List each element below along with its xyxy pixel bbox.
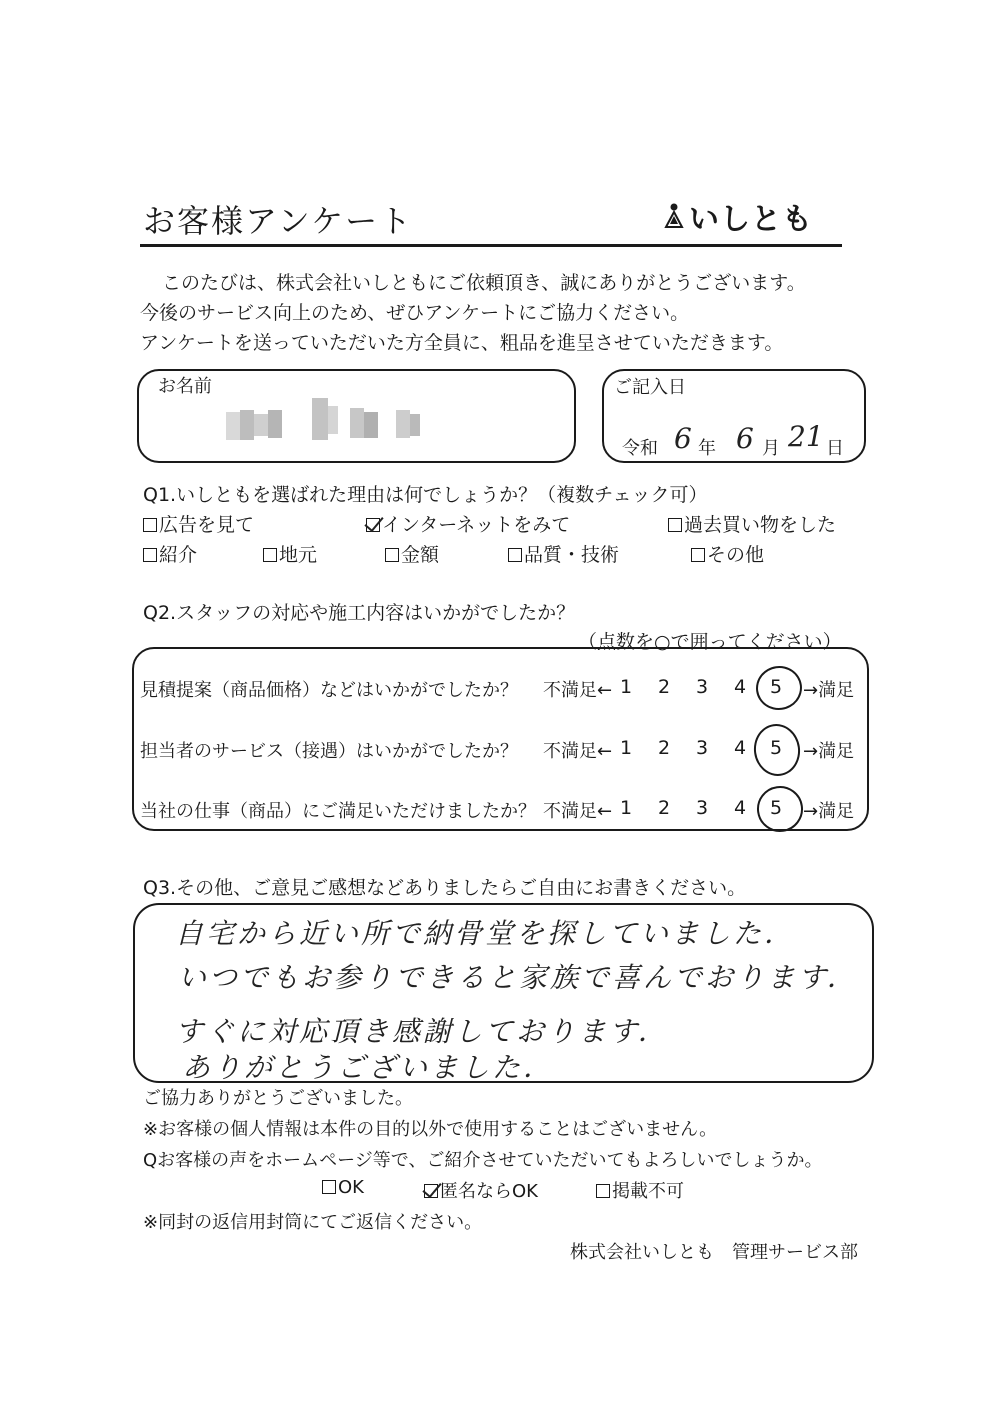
scale-low-label: 不満足← <box>543 801 613 822</box>
consent-option-decline[interactable]: 掲載不可 <box>596 1177 684 1203</box>
brand-logo-icon <box>663 202 685 230</box>
q2-item-estimate: 見積提案（商品価格）などはいかがでしたか？ <box>140 680 518 701</box>
brand-logo <box>663 194 813 238</box>
checkbox-icon[interactable] <box>385 548 399 562</box>
q3-answer-line-1: 自宅から近い所で納骨堂を探していました． <box>175 917 796 950</box>
rating-5[interactable]: 5 <box>770 737 783 759</box>
rating-4[interactable]: 4 <box>734 737 747 759</box>
q3-answer-line-4: ありがとうございました． <box>182 1051 555 1084</box>
name-label: お名前 <box>158 376 212 397</box>
scale-low-label: 不満足← <box>543 741 613 762</box>
title-divider <box>140 244 842 247</box>
intro-line-3: アンケートを送っていただいた方全員に、粗品を進呈させていただきます。 <box>140 332 784 354</box>
rating-3[interactable]: 3 <box>696 737 709 759</box>
consent-option-anonymous[interactable]: 匿名ならOK <box>424 1177 538 1203</box>
q1-option-quality[interactable]: 品質・技術 <box>508 540 619 567</box>
rating-1[interactable]: 1 <box>620 676 633 698</box>
q2-question: Q2.スタッフの対応や施工内容はいかがでしたか？ <box>143 602 576 624</box>
checkbox-icon[interactable] <box>668 518 682 532</box>
q1-option-ad[interactable]: 広告を見て <box>143 510 254 537</box>
checkbox-icon[interactable] <box>596 1184 610 1198</box>
checkbox-icon[interactable] <box>322 1180 336 1194</box>
q1-option-referral[interactable]: 紹介 <box>143 540 197 567</box>
checkbox-icon[interactable] <box>263 548 277 562</box>
date-month-value: 6 <box>736 422 754 455</box>
rating-4[interactable]: 4 <box>734 797 747 819</box>
rating-1[interactable]: 1 <box>620 797 633 819</box>
q1-option-price[interactable]: 金額 <box>385 540 439 567</box>
consent-option-ok[interactable]: OK <box>322 1177 364 1198</box>
checkbox-icon[interactable] <box>143 518 157 532</box>
date-month-unit: 月 <box>762 438 780 459</box>
date-year-unit: 年 <box>698 438 716 459</box>
checkbox-checked-icon[interactable] <box>424 1184 438 1198</box>
consent-question: Qお客様の声をホームページ等で、ご紹介させていただいてもよろしいでしょうか。 <box>143 1150 823 1171</box>
checkbox-icon[interactable] <box>143 548 157 562</box>
rating-3[interactable]: 3 <box>696 797 709 819</box>
q3-answer-line-2: いつでもお参りできると家族で喜んでおります． <box>178 961 858 994</box>
q2-instruction: （点数を○で囲ってください） <box>578 631 842 653</box>
scale-high-label: →満足 <box>803 680 855 701</box>
date-day-value: 21 <box>788 420 824 453</box>
date-day-unit: 日 <box>826 438 844 459</box>
brand-name: いしとも <box>689 202 813 237</box>
q1-question: Q1.いしともを選ばれた理由は何でしょうか？（複数チェック可） <box>143 484 708 506</box>
checkbox-checked-icon[interactable] <box>366 518 380 532</box>
intro-line-2: 今後のサービス向上のため、ぜひアンケートにご協力ください。 <box>140 302 690 324</box>
rating-3[interactable]: 3 <box>696 676 709 698</box>
date-era: 令和 <box>622 438 658 459</box>
return-note: ※同封の返信用封筒にてご返信ください。 <box>143 1212 483 1233</box>
checkbox-icon[interactable] <box>691 548 705 562</box>
scale-high-label: →満足 <box>803 801 855 822</box>
q1-option-other[interactable]: その他 <box>691 540 764 567</box>
date-label: ご記入日 <box>614 377 686 398</box>
scale-high-label: →満足 <box>803 741 855 762</box>
q3-answer-line-3: すぐに対応頂き感謝しております． <box>175 1015 669 1048</box>
scale-low-label: 不満足← <box>543 680 613 701</box>
q1-option-internet[interactable]: インターネットをみて <box>366 510 570 537</box>
rating-2[interactable]: 2 <box>658 797 671 819</box>
privacy-note: ※お客様の個人情報は本件の目的以外で使用することはございません。 <box>143 1119 718 1140</box>
rating-1[interactable]: 1 <box>620 737 633 759</box>
checkbox-icon[interactable] <box>508 548 522 562</box>
page-title: お客様アンケート <box>143 202 414 240</box>
q1-option-past-purchase[interactable]: 過去買い物をした <box>668 510 836 537</box>
q2-item-service: 担当者のサービス（接遇）はいかがでしたか？ <box>140 741 518 762</box>
rating-4[interactable]: 4 <box>734 676 747 698</box>
intro-line-1: このたびは、株式会社いしともにご依頼頂き、誠にありがとうございます。 <box>162 272 806 294</box>
rating-5[interactable]: 5 <box>770 676 783 698</box>
q3-question: Q3.その他、ご意見ご感想などありましたらご自由にお書きください。 <box>143 877 747 899</box>
rating-2[interactable]: 2 <box>658 676 671 698</box>
thanks-text: ご協力ありがとうございました。 <box>143 1088 413 1109</box>
rating-2[interactable]: 2 <box>658 737 671 759</box>
rating-5[interactable]: 5 <box>770 797 783 819</box>
q2-item-work: 当社の仕事（商品）にご満足いただけましたか？ <box>140 801 536 822</box>
company-signature: 株式会社いしとも 管理サービス部 <box>570 1242 858 1263</box>
date-year-value: 6 <box>674 422 692 455</box>
q1-option-local[interactable]: 地元 <box>263 540 317 567</box>
